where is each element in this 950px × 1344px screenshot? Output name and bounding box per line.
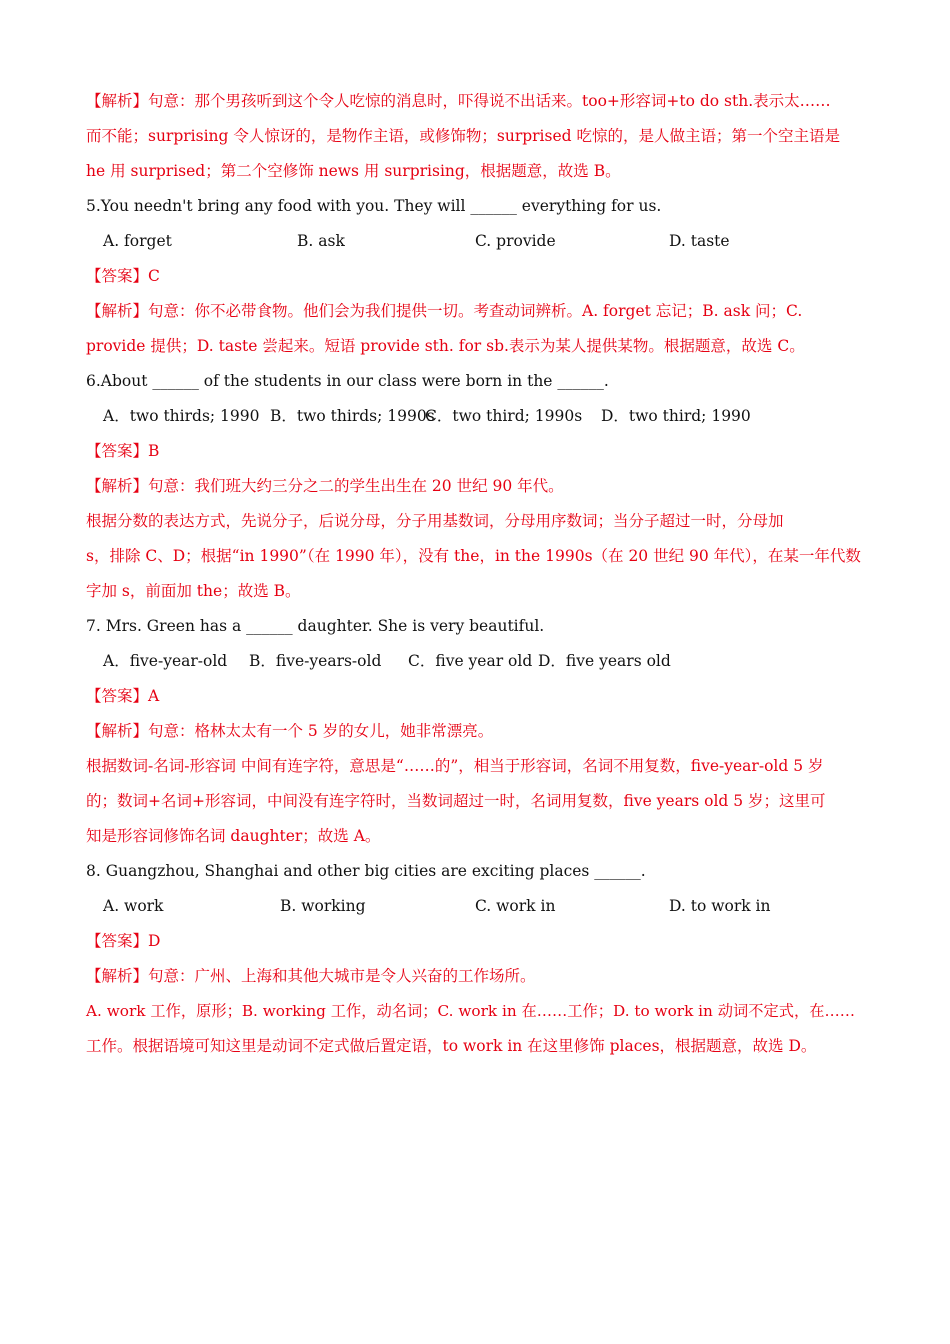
answer-8 bbox=[86, 924, 866, 959]
option-a: A. work bbox=[103, 897, 164, 915]
answer-5 bbox=[86, 259, 866, 294]
question-5: 5.You needn't bring any food with you. They will ______ everything for us. bbox=[86, 197, 662, 215]
question-7: 7. Mrs. Green has a ______ daughter. She is very beautiful. bbox=[86, 617, 545, 635]
option-d: D. taste bbox=[669, 232, 730, 250]
question-8: 8. Guangzhou, Shanghai and other big cities are exciting places ______. bbox=[86, 862, 646, 880]
question-7-options bbox=[86, 644, 866, 679]
option-b: B．two thirds; 1990s bbox=[270, 407, 435, 425]
answer-label: 【答案】 bbox=[86, 267, 149, 285]
option-b: B. working bbox=[280, 897, 366, 915]
question-6: 6.About ______ of the students in our class were born in the ______. bbox=[86, 372, 609, 390]
answer-6 bbox=[86, 434, 866, 469]
question-8-options bbox=[86, 889, 866, 924]
analysis-line: provide 提供；D. taste 尝起来。短语 provide sth. for sb.表示为某人提供某物。根据题意，故选 C。 bbox=[86, 337, 805, 355]
analysis-line: 【解析】句意：我们班大约三分之二的学生出生在 20 世纪 90 年代。 bbox=[86, 477, 564, 495]
analysis-line: 字加 s，前面加 the；故选 B。 bbox=[86, 582, 301, 600]
answer-label: 【答案】 bbox=[86, 687, 149, 705]
answer-label: 【答案】 bbox=[86, 442, 149, 460]
answer-7 bbox=[86, 679, 866, 714]
option-b: B. ask bbox=[297, 232, 345, 250]
option-a: A．two thirds; 1990 bbox=[103, 407, 260, 425]
analysis-line: 【解析】句意：那个男孩听到这个令人吃惊的消息时，吓得说不出话来。too+形容词+to do sth.表示太…… bbox=[86, 92, 831, 110]
analysis-line: s，排除 C、D；根据“in 1990”（在 1990 年），没有 the，in the 1990s（在 20 世纪 90 年代），在某一年代数 bbox=[86, 547, 861, 565]
analysis-line: A. work 工作，原形；B. working 工作，动名词；C. work in 在……工作；D. to work in 动词不定式，在…… bbox=[86, 1002, 855, 1020]
analysis-line: 的；数词+名词+形容词，中间没有连字符时，当数词超过一时，名词用复数，five years old 5 岁；这里可 bbox=[86, 792, 826, 810]
question-6-options bbox=[86, 399, 866, 434]
analysis-line: 根据数词-名词-形容词 中间有连字符，意思是“……的”，相当于形容词，名词不用复数，five-year-old 5 岁 bbox=[86, 757, 824, 775]
option-c: C. work in bbox=[475, 897, 556, 915]
analysis-line: 【解析】句意：广州、上海和其他大城市是令人兴奋的工作场所。 bbox=[86, 967, 536, 985]
answer-value: A bbox=[148, 687, 160, 705]
option-c: C．two third; 1990s bbox=[425, 407, 583, 425]
analysis-line: 根据分数的表达方式，先说分子，后说分母，分子用基数词，分母用序数词；当分子超过一时，分母加 bbox=[86, 512, 784, 530]
option-d: D．five years old bbox=[538, 652, 671, 670]
answer-value: C bbox=[148, 267, 160, 285]
analysis-line: 工作。根据语境可知这里是动词不定式做后置定语，to work in 在这里修饰 places，根据题意，故选 D。 bbox=[86, 1037, 817, 1055]
option-a: A. forget bbox=[103, 232, 172, 250]
option-d: D．two third; 1990 bbox=[601, 407, 751, 425]
option-b: B．five-years-old bbox=[249, 652, 382, 670]
analysis-line: he 用 surprised；第二个空修饰 news 用 surprising，根据题意，故选 B。 bbox=[86, 162, 621, 180]
option-c: C. provide bbox=[475, 232, 556, 250]
document-page bbox=[86, 84, 866, 1064]
option-a: A．five-year-old bbox=[103, 652, 228, 670]
answer-value: D bbox=[148, 932, 161, 950]
answer-label: 【答案】 bbox=[86, 932, 149, 950]
option-d: D. to work in bbox=[669, 897, 771, 915]
analysis-line: 而不能；surprising 令人惊讶的，是物作主语，或修饰物；surprised 吃惊的，是人做主语；第一个空主语是 bbox=[86, 127, 840, 145]
analysis-line: 知是形容词修饰名词 daughter；故选 A。 bbox=[86, 827, 381, 845]
analysis-line: 【解析】句意：你不必带食物。他们会为我们提供一切。考查动词辨析。A. forget 忘记；B. ask 问；C. bbox=[86, 302, 803, 320]
option-c: C．five year old bbox=[408, 652, 533, 670]
analysis-line: 【解析】句意：格林太太有一个 5 岁的女儿，她非常漂亮。 bbox=[86, 722, 494, 740]
question-5-options bbox=[86, 224, 866, 259]
answer-value: B bbox=[148, 442, 160, 460]
